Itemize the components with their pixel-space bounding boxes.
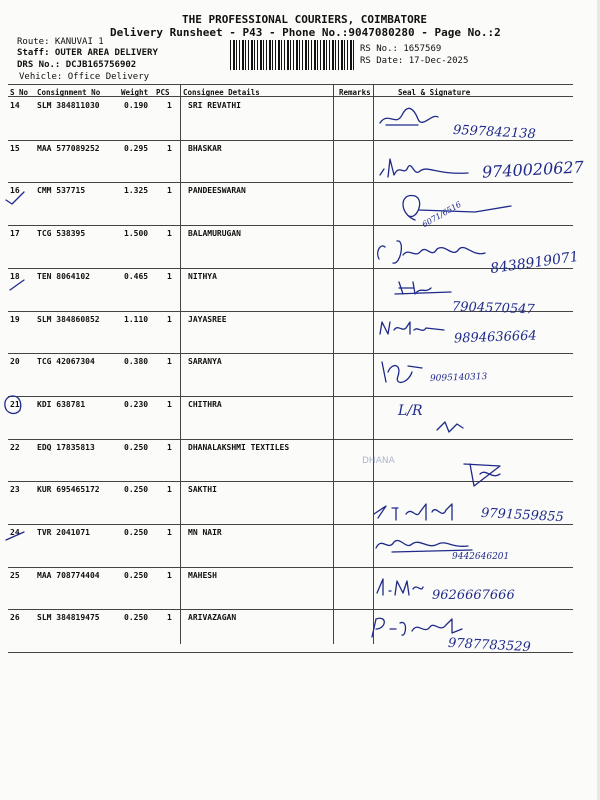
row-consignee: NITHYA: [188, 271, 217, 281]
row-pcs: 1: [167, 570, 172, 580]
row-pcs: 1: [167, 186, 172, 196]
handwritten-mark-21: L/R: [398, 403, 423, 419]
row-consignee: PANDEESWARAN: [188, 186, 246, 196]
row-separator: [8, 567, 573, 568]
handwritten-phone-14: 9597842138: [452, 122, 537, 143]
remarks-column-border: [333, 84, 334, 644]
col-pcs: PCS: [156, 88, 170, 97]
row-consignee: CHITHRA: [188, 399, 222, 409]
col-remarks: Remarks: [339, 88, 371, 97]
tick-mark-18: [8, 278, 26, 292]
handwritten-phone-19: 7904570547: [451, 299, 535, 318]
row-separator: [8, 353, 573, 354]
handwritten-phone-25: 9626667666: [432, 588, 515, 603]
staff-label: Staff: OUTER AREA DELIVERY: [17, 48, 158, 58]
runsheet-title: Delivery Runsheet - P43 - Phone No.:9047080280 - Page No.:2: [110, 26, 501, 39]
handwritten-phone-15: 9740020627: [481, 157, 585, 182]
barcode: [230, 40, 355, 70]
row-consignment: TCG 538395: [37, 229, 86, 239]
row-consignment: TCG 42067304: [37, 357, 95, 367]
row-consignment: SLM 384819475: [37, 613, 100, 623]
row-pcs: 1: [167, 314, 172, 324]
row-sno: 14: [10, 101, 20, 110]
row-consignee: DHANALAKSHMI TEXTILES: [188, 442, 290, 452]
consignee-column-border: [180, 84, 181, 644]
handwritten-phone-20: 9095140313: [429, 372, 488, 384]
row-consignee: SRI REVATHI: [188, 101, 241, 110]
signature-17: [375, 235, 495, 270]
signature-25b: [375, 575, 425, 600]
row-pcs: 1: [167, 143, 172, 153]
row-consignment: MAA 577089252: [37, 143, 100, 153]
row-pcs: 1: [167, 357, 172, 367]
row-separator: [8, 182, 573, 183]
row-weight: 1.500: [124, 229, 149, 239]
signature-26: [368, 615, 468, 640]
col-signature: Seal & Signature: [398, 88, 471, 97]
signature-25: [372, 532, 482, 557]
route-label: Route: KANUVAI 1: [17, 37, 104, 47]
tick-mark-16: [4, 190, 26, 206]
row-weight: 0.250: [124, 528, 149, 537]
signature-15: [378, 155, 478, 185]
signature-column-border: [373, 84, 374, 644]
signature-16: [395, 190, 515, 230]
row-consignee: SARANYA: [188, 357, 222, 367]
circle-mark-21: [2, 394, 24, 416]
row-pcs: 1: [167, 229, 172, 239]
handwritten-phone-17: 8438919071: [489, 248, 580, 278]
row-consignee: JAYASREE: [188, 314, 227, 324]
col-sno: S No: [10, 88, 29, 97]
row-consignee: MN NAIR: [188, 528, 222, 537]
row-consignee: BHASKAR: [188, 143, 222, 153]
row-weight: 0.250: [124, 442, 149, 452]
row-sno: 24: [10, 528, 20, 537]
signature-14: [378, 105, 458, 130]
row-pcs: 1: [167, 485, 172, 495]
row-consignment: CMM 537715: [37, 186, 86, 196]
row-pcs: 1: [167, 399, 172, 409]
row-weight: 0.295: [124, 143, 149, 153]
row-weight: 0.380: [124, 357, 149, 367]
handwritten-phone-24: 9791559855: [480, 505, 565, 526]
row-consignment: EDQ 17835813: [37, 442, 95, 452]
handwritten-phone-24b: 9442646201: [452, 552, 510, 562]
row-pcs: 1: [167, 442, 172, 452]
faint-stamp-22: DHANA: [362, 456, 395, 466]
rs-date: RS Date: 17-Dec-2025: [360, 56, 469, 66]
row-pcs: 1: [167, 613, 172, 623]
col-consignment: Consignment No: [37, 88, 101, 97]
signature-21: [435, 420, 465, 434]
row-consignment: KDI 638781: [37, 399, 86, 409]
row-weight: 0.250: [124, 485, 149, 495]
row-sno: 15: [10, 143, 20, 153]
vehicle-label: Vehicle: Office Delivery: [19, 72, 150, 82]
row-separator: [8, 140, 573, 141]
row-consignee: MAHESH: [188, 570, 217, 580]
signature-19: [378, 318, 448, 338]
row-separator: [8, 524, 573, 525]
tick-mark-24: [4, 528, 26, 542]
row-consignment: SLM 384860852: [37, 314, 100, 324]
col-consignee: Consignee Details: [183, 88, 260, 97]
row-weight: 0.190: [124, 101, 149, 110]
row-pcs: 1: [167, 101, 172, 110]
row-sno: 25: [10, 570, 20, 580]
row-consignment: MAA 708774404: [37, 570, 100, 580]
row-consignment: KUR 695465172: [37, 485, 100, 495]
rs-number: RS No.: 1657569: [360, 44, 442, 54]
table-top-border: [8, 84, 573, 85]
row-sno: 17: [10, 229, 20, 239]
signature-18: [395, 278, 455, 298]
row-pcs: 1: [167, 271, 172, 281]
signature-22: [460, 460, 520, 490]
row-consignment: TEN 8064102: [37, 271, 90, 281]
row-consignee: BALAMURUGAN: [188, 229, 241, 239]
row-consignee: SAKTHI: [188, 485, 217, 495]
handwritten-phone-19b: 9894636664: [453, 328, 537, 347]
row-sno: 26: [10, 613, 20, 623]
table-header-border: [8, 96, 573, 97]
row-weight: 1.110: [124, 314, 149, 324]
signature-24: [372, 500, 482, 525]
row-sno: 21: [10, 399, 20, 409]
row-sno: 18: [10, 271, 20, 281]
row-weight: 0.230: [124, 399, 149, 409]
row-consignee: ARIVAZAGAN: [188, 613, 237, 623]
row-sno: 22: [10, 442, 20, 452]
company-name: THE PROFESSIONAL COURIERS, COIMBATORE: [182, 13, 428, 26]
row-weight: 0.250: [124, 613, 149, 623]
drs-label: DRS No.: DCJB165756902: [17, 60, 137, 70]
row-pcs: 1: [167, 528, 172, 537]
handwritten-phone-26: 9787783529: [447, 635, 532, 656]
row-consignment: SLM 384811030: [37, 101, 100, 110]
row-weight: 0.250: [124, 570, 149, 580]
row-sno: 23: [10, 485, 20, 495]
signature-20: [378, 358, 428, 388]
row-separator: [8, 396, 573, 397]
row-separator: [8, 439, 573, 440]
row-sno: 19: [10, 314, 20, 324]
handwritten-scribble-16: 6071/6516: [420, 199, 463, 230]
row-consignment: TVR 2041071: [37, 528, 90, 537]
row-weight: 0.465: [124, 271, 149, 281]
row-weight: 1.325: [124, 186, 149, 196]
row-sno: 16: [10, 186, 20, 196]
row-separator: [8, 609, 573, 610]
row-sno: 20: [10, 357, 20, 367]
col-weight: Weight: [121, 88, 149, 97]
